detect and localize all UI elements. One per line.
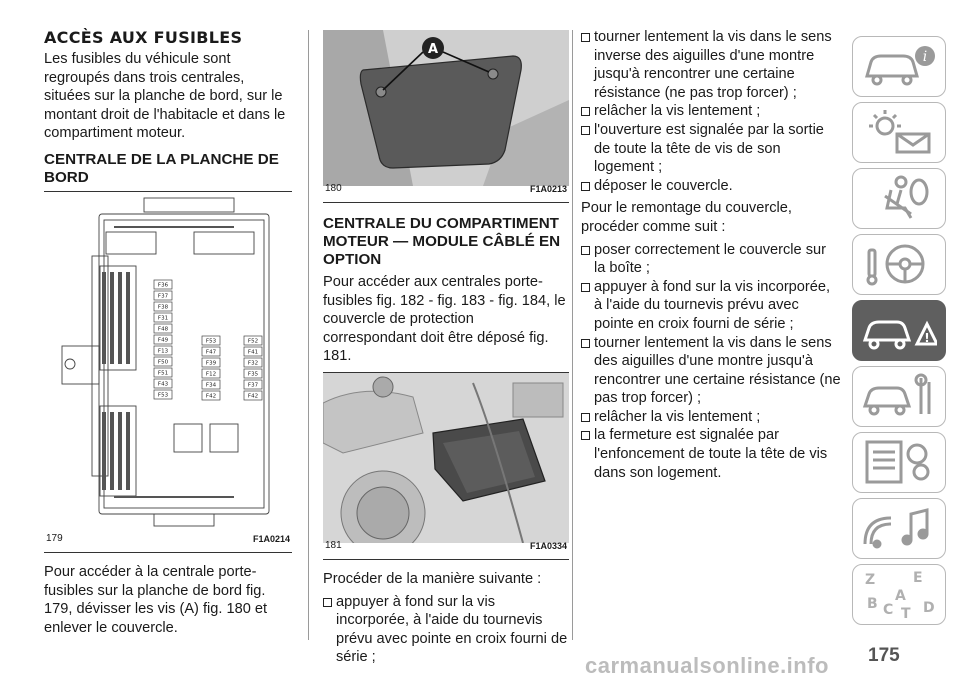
fuse-label: F38 [157, 304, 169, 311]
fuse-label: F31 [157, 315, 169, 322]
procedure-step: appuyer à fond sur la vis incorporée, à l'aide du tournevis prévu avec pointe en croix fourni de série ; [323, 593, 569, 667]
warning-lights-icon [861, 108, 937, 156]
fuse-label: F42 [205, 393, 217, 400]
page-number: 175 [868, 645, 900, 666]
tab-warning-lights[interactable] [852, 102, 946, 163]
airbag-seat-icon [861, 174, 937, 222]
fuse-label: F32 [247, 360, 259, 367]
fuse-box-illustration [44, 196, 292, 530]
tab-specifications[interactable] [852, 432, 946, 493]
column-1 [44, 28, 292, 641]
svg-text:B: B [867, 596, 878, 612]
column-separator [308, 30, 309, 640]
maintenance-icon [861, 372, 937, 420]
tab-index[interactable] [852, 564, 946, 625]
page-title: ACCÈS AUX FUSIBLES [44, 28, 243, 47]
fuse-label: F34 [205, 382, 217, 389]
steering-key-icon [861, 240, 937, 288]
fuse-label: F37 [247, 382, 259, 389]
svg-text:D: D [923, 600, 935, 616]
car-info-icon [861, 42, 937, 90]
fuse-label: F35 [247, 371, 259, 378]
remount-step: relâcher la vis lentement ; [581, 408, 841, 427]
fuse-label: F53 [157, 392, 169, 399]
fuse-label: F41 [247, 349, 259, 356]
fuse-label: F51 [157, 370, 169, 377]
remount-step: tourner lentement la vis dans le sens des aiguilles d'une montre jusqu'à rencontrer une certaine résistance (ne pas trop forcer) ; [581, 334, 841, 408]
svg-text:C: C [883, 602, 894, 618]
section-title-dashboard: CENTRALE DE LA PLANCHE DE BORD [44, 151, 292, 192]
engine-paragraph: Pour accéder aux centrales porte-fusibles fig. 182 - fig. 183 - fig. 184, le couvercle de protection correspondant doit être déposé fig. 181. [323, 274, 566, 365]
figure-180 [323, 30, 569, 203]
remount-step: poser correctement le couvercle sur la boîte ; [581, 241, 841, 278]
fuse-label: F39 [205, 360, 217, 367]
svg-text:i: i [922, 49, 928, 65]
fuse-label: F48 [157, 326, 169, 333]
fuse-label: F37 [157, 293, 169, 300]
fuse-label: F50 [157, 359, 169, 366]
tab-multimedia[interactable] [852, 498, 946, 559]
fuse-label: F12 [205, 371, 217, 378]
tab-safety[interactable] [852, 168, 946, 229]
column-separator [572, 30, 573, 640]
figure-code: F1A0214 [252, 534, 290, 545]
emergency-breakdown-icon [861, 306, 937, 354]
removal-step: l'ouverture est signalée par la sortie de toute la tête de vis de son logement ; [581, 121, 841, 177]
figure-code: F1A0213 [529, 184, 567, 195]
removal-step: tourner lentement la vis dans le sens inverse des aiguilles d'une montre jusqu'à rencontrer une certaine résistance (ne pas trop forcer) ; [581, 28, 841, 102]
callout-label-a: A [427, 42, 439, 57]
remount-intro: Pour le remontage du couvercle, procéder comme suit : [581, 200, 792, 235]
fuse-label: F52 [247, 338, 259, 345]
svg-text:E: E [913, 570, 923, 586]
column-2 [323, 30, 569, 667]
removal-step: relâcher la vis lentement ; [581, 102, 841, 121]
fuse-label: F42 [247, 393, 259, 400]
fuse-label: F47 [205, 349, 217, 356]
figure-number: 179 [46, 533, 63, 545]
fuse-label: F49 [157, 337, 169, 344]
procedure-intro: Procéder de la manière suivante : [323, 570, 542, 587]
column-3 [581, 28, 841, 482]
engine-compartment-photo [323, 373, 569, 543]
tab-maintenance[interactable] [852, 366, 946, 427]
tab-car-info[interactable] [852, 36, 946, 97]
specifications-icon [861, 438, 937, 486]
svg-text:T: T [901, 606, 911, 618]
svg-text:!: ! [924, 331, 930, 345]
access-paragraph: Pour accéder à la centrale porte-fusibles sur la planche de bord fig. 179, dévisser les vis (A) fig. 180 et enlever le couvercle. [44, 563, 268, 636]
tab-starting[interactable] [852, 234, 946, 295]
remount-step: appuyer à fond sur la vis incorporée, à l'aide du tournevis prévu avec pointe en croix fourni de série ; [581, 278, 841, 334]
watermark: carmanualsonline.info [585, 653, 829, 678]
dashboard-cover-photo [323, 30, 569, 186]
multimedia-icon [861, 504, 937, 552]
fuse-label: F13 [157, 348, 169, 355]
section-title-engine: CENTRALE DU COMPARTIMENT MOTEUR — MODULE CÂBLÉ EN OPTION [323, 215, 561, 268]
svg-text:Z: Z [865, 572, 876, 588]
svg-text:A: A [895, 588, 906, 604]
fuse-label: F53 [205, 338, 217, 345]
tab-emergency[interactable] [852, 300, 946, 361]
index-icon [861, 570, 937, 618]
figure-code: F1A0334 [529, 541, 567, 552]
removal-step: déposer le couvercle. [581, 177, 841, 196]
intro-paragraph: Les fusibles du véhicule sont regroupés dans trois centrales, situées sur la planche de bord, sur le montant droit de l'habitacle et dans le compartiment moteur. [44, 51, 286, 142]
figure-179 [44, 196, 292, 553]
figure-181 [323, 372, 569, 560]
remount-step: la fermeture est signalée par l'enfoncement de toute la tête de vis dans son logement. [581, 426, 841, 482]
fuse-label: F36 [157, 282, 169, 289]
fuse-label: F43 [157, 381, 169, 388]
figure-number: 181 [325, 540, 342, 552]
figure-number: 180 [325, 183, 342, 195]
